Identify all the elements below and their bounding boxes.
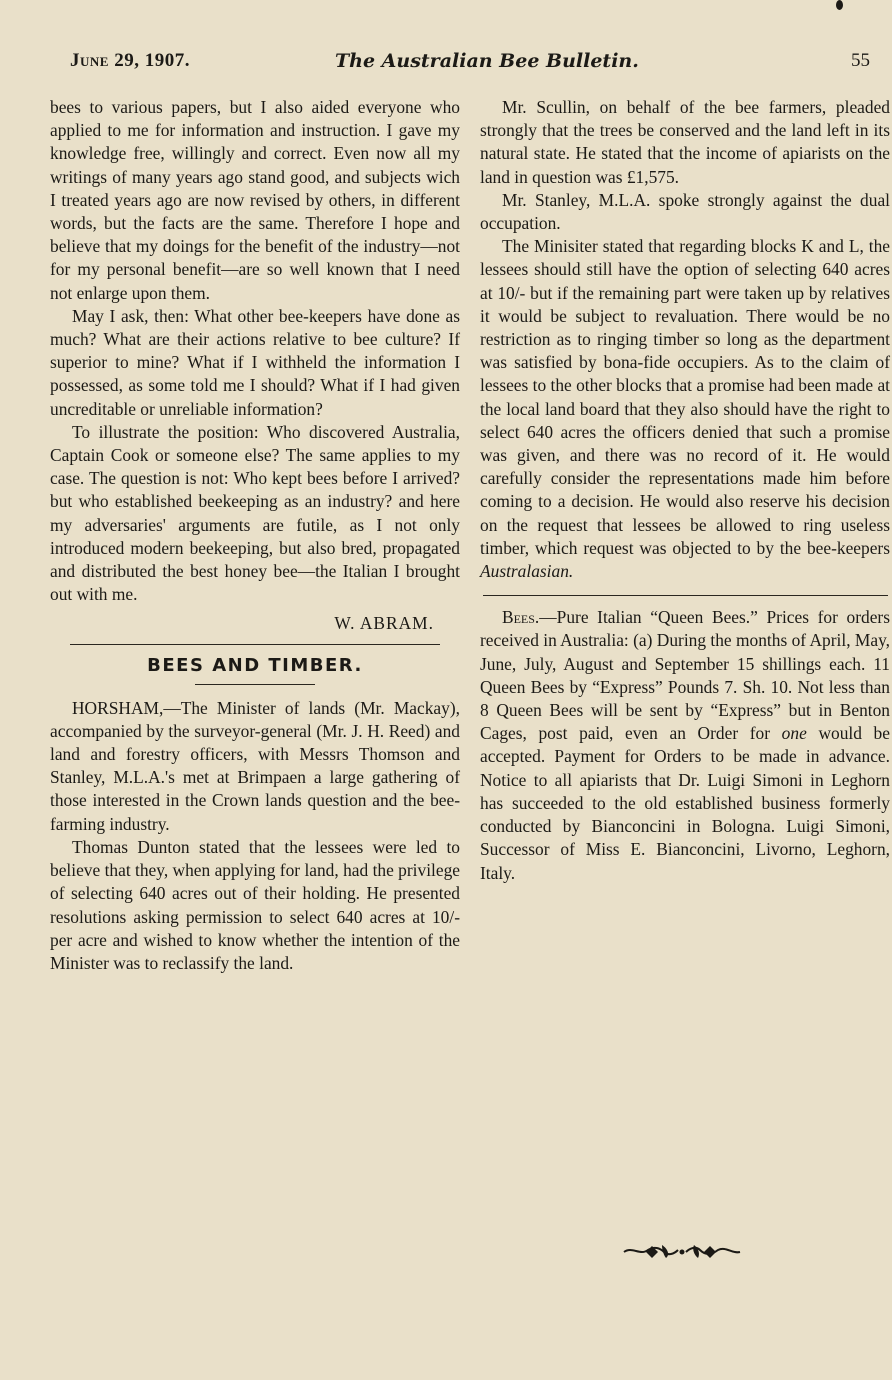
source-credit: Australasian. [480,561,574,582]
section-title: BEES AND TIMBER. [147,654,363,676]
page-number: 55 [851,50,870,71]
right-column [480,96,890,885]
ad-text-1: —Pure Italian “Queen Bees.” Prices for orders received in Australia: (a) During the months of April, May, June, July, August and September 15 shillings each. 11 Queen Bees by “Express” Pounds 7. Sh. 10. Not less than 8 Queen Bees will be sent by “Express” but in Benton Cages, post paid, even an Order for [480,607,890,744]
section-divider [70,644,440,645]
ornament-flourish-icon [622,1240,742,1262]
right-paragraph-2: Mr. Stanley, M.L.A. spoke strongly against the dual occupation. [480,189,890,234]
publication-title: The Australian Bee Bulletin. [335,50,639,72]
left-paragraph-1: bees to various papers, but I also aided everyone who applied to me for information and instruction. I gave my knowledge free, willingly and correct. Even now all my writings of many years ago stand good, and subjects wich I treated years ago are now revised by others, in different words, but the facts are the same. Therefore I hope and believe that my doings for the benefit of the industry—not for my personal benefit—are so well known that I need not enlarge upon them. [50,97,460,303]
issue-date: June 29, 1907. [70,50,190,71]
ad-lead: Bees. [502,607,540,628]
ad-emphasis: one [781,723,807,744]
right-paragraph-3 [480,235,890,583]
right-paragraph-3-text: The Minisiter stated that regarding blocks K and L, the lessees should still have the option of selecting 640 acres at 10/- but if the remaining part were taken up by relatives it would be subject to revaluation. There would be no restriction as to ringing timber so long as the department was satisfied by bona-fide occupiers. As to the claim of lessees to the other blocks that a promise had been made at the local land board that they also should have the right to select 640 acres the officers denied that such a promise was given, and there was no record of it. He would carefully consider the representations made him before coming to a decision. He would also reserve his decision on the request that lessees be allowed to ring useless timber, which request was objected to by the bee-keepers [480,236,890,558]
article-divider [483,595,888,596]
title-underline [195,684,315,685]
page-header [70,50,870,76]
ad-text-2: would be accepted. Payment for Orders to be made in advance. Notice to all apiarists that Dr. Luigi Simoni in Leghorn has succeeded to the old established business formerly conducted by Bianconcini in Bologna. Luigi Simoni, Successor of Miss E. Bianconcini, Livorno, Leghorn, Italy. [480,723,890,883]
left-paragraph-3: To illustrate the position: Who discovered Australia, Captain Cook or someone else? The same applies to my case. The question is not: Who kept bees before I arrived? but who established beekeeping as an industry? and here my adversaries' arguments are futile, as I not only introduced modern beekeeping, but also bred, propagated and distributed the best honey bee—the Italian I brought out with me. [50,421,460,605]
left-paragraph-5: Thomas Dunton stated that the lessees were led to believe that they, when applying for land, had the privilege of selecting 640 acres out of their holding. He presented resolutions asking permission to select 640 acres at 10/- per acre and wished to know whether the intention of the Minister was to reclassify the land. [50,836,460,973]
ink-dot [836,0,843,10]
left-paragraph-4: HORSHAM,—The Minister of lands (Mr. Mackay), accompanied by the surveyor-general (Mr. J. H. Reed) and land and forestry officers, with Messrs Thomson and Stanley, M.L.A.'s met at Brimpaen a large gathering of those interested in the Crown lands question and the bee-farming industry. [50,697,460,834]
left-column [50,96,460,975]
bees-advertisement [480,606,890,884]
left-paragraph-2: May I ask, then: What other bee-keepers have done as much? What are their actions relative to bee culture? If superior to mine? What if I withheld the information I possessed, as some told me I should? What if I had given uncreditable or unreliable information? [50,305,460,419]
signature: W. ABRAM. [334,613,434,634]
right-paragraph-1: Mr. Scullin, on behalf of the bee farmers, pleaded strongly that the trees be conserved and the land left in its natural state. He stated that the income of apiarists on the land in question was £1,575. [480,97,890,187]
